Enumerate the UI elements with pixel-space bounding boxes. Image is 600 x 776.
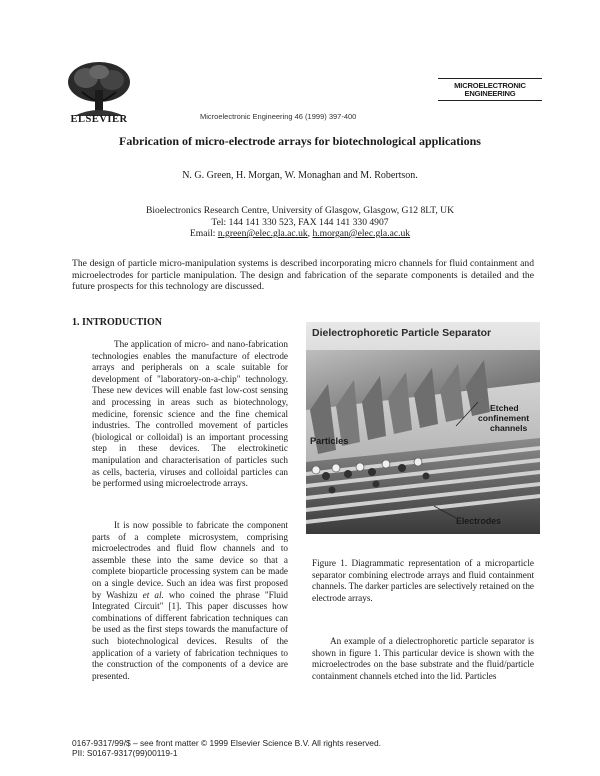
intro-paragraph-3: An example of a dielectrophoretic particle separator is shown in figure 1. This particular device is shown with the microelectrodes on the base substrate and the fluid/particle containment channels etched into the lid. Particles <box>312 636 534 681</box>
journal-logo <box>440 82 540 98</box>
email-link-morgan[interactable]: h.morgan@elec.gla.ac.uk <box>312 228 411 239</box>
affiliation-phone: Tel: 144 141 330 523, FAX 144 141 330 4907 <box>211 216 389 228</box>
section-heading: 1. INTRODUCTION <box>72 317 163 328</box>
page-footer <box>72 738 381 759</box>
journal-logo-line-1: MICROELECTRONIC <box>454 81 526 90</box>
label-etched: Etched <box>490 403 519 413</box>
email-label: Email: <box>189 228 218 239</box>
journal-citation: Microelectronic Engineering 46 (1999) 397-400 <box>200 112 357 121</box>
intro-paragraph-1: The application of micro- and nano-fabrication technologies enables the manufacture of electrode arrays and peripherals on a scale suitable for development of "laboratory-on-a-chip" technology. These new devices will enable fast low-cost sensing and processing in areas such as biotechnology, medicine, forensic science and the fine chemical industries. The controlled movement of particles (biological or colloidal) is an important processing step in these devices. The electrokinetic manipulation and characterisation of particles such as cells, bacteria, viruses and colloidal particles can be performed using microelectrode arrays. <box>92 339 288 489</box>
label-confinement: confinement <box>478 413 530 423</box>
intro-paragraph-2 <box>92 520 288 682</box>
email-separator: , <box>307 228 313 239</box>
affiliation-email <box>0 228 600 240</box>
abstract: The design of particle micro-manipulation systems is described incorporating micro channels for fluid containment and microelectrodes for particle manipulation. The design and fabrication of the separate components is detailed and the future prospects for this technology are discussed. <box>72 258 534 293</box>
intro-paragraph-2-a: It is now possible to fabricate the component parts of a complete microsystem, comprising microelectrodes and fluid flow channels and to assemble these into the same device so that a complete bioparticle processing system can be made on a single device. Such an idea was first proposed by Washizu <box>92 520 288 600</box>
affiliation-block <box>0 205 600 240</box>
label-electrodes: Electrodes <box>456 516 501 526</box>
intro-paragraph-2-b: who coined the phrase "Fluid Integrated Circuit" [1]. This paper discusses how combinations of different fabrication techniques can be used as the first steps towards the manufacture of such biotechnological devices. Results of the application of a variety of fabrication techniques to the construction of the components of a device are presented. <box>92 589 289 681</box>
journal-logo-rule-bottom <box>438 100 542 101</box>
figure-1-caption: Figure 1. Diagrammatic representation of a microparticle separator combining electrode arrays and fluid containment channels. The darker particles are selectively retained on the electrode arrays. <box>312 558 535 603</box>
affiliation-address: Bioelectronics Research Centre, University of Glasgow, Glasgow, G12 8LT, UK <box>145 205 455 216</box>
journal-logo-line-2: ENGINEERING <box>464 89 516 98</box>
elsevier-tree-logo <box>64 60 134 118</box>
figure-title: Dielectrophoretic Particle Separator <box>312 327 492 339</box>
label-particles: Particles <box>310 436 349 446</box>
publisher-name: ELSEVIER <box>70 114 128 125</box>
paper-title: Fabrication of micro-electrode arrays for biotechnological applications <box>119 134 481 148</box>
footer-pii: PII: S0167-9317(99)00119-1 <box>72 748 178 759</box>
footer-copyright: 0167-9317/99/$ – see front matter © 1999 Elsevier Science B.V. All rights reserved. <box>72 738 381 748</box>
email-link-green[interactable]: n.green@elec.gla.ac.uk <box>217 228 308 239</box>
intro-paragraph-2-etal: et al. <box>142 589 164 600</box>
figure-1-illustration <box>306 322 540 534</box>
label-channels: channels <box>490 423 528 433</box>
author-list: N. G. Green, H. Morgan, W. Monaghan and M. Robertson. <box>182 170 418 181</box>
journal-logo-rule-top <box>438 78 542 79</box>
